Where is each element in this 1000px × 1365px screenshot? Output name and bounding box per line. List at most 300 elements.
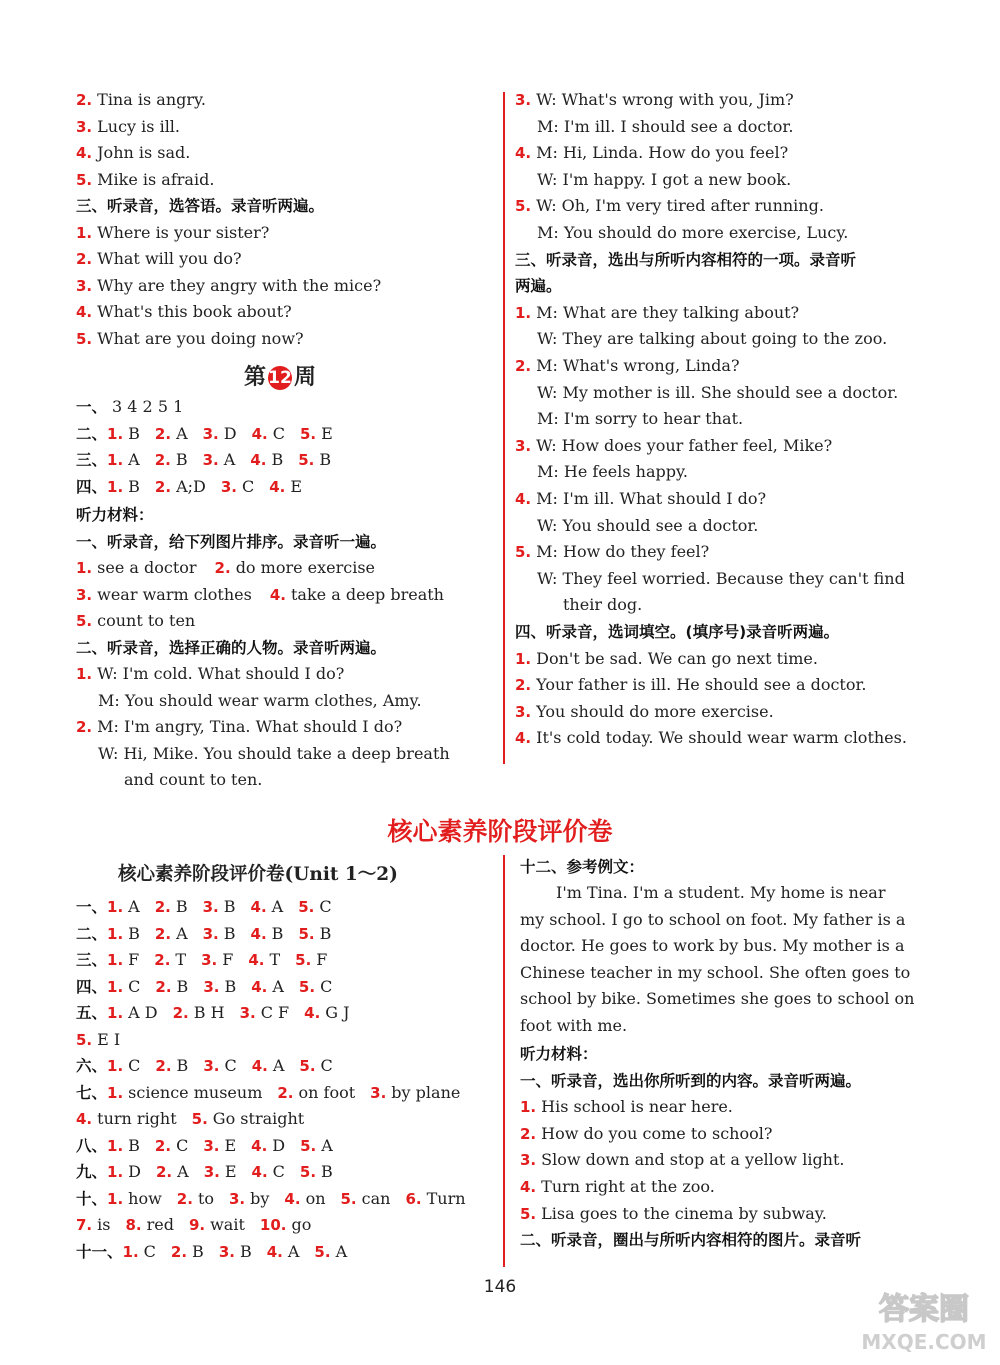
essay-line: my school. I go to school on foot. My father is a: [520, 909, 906, 929]
item-text: W: They are talking about going to the zoo.: [537, 329, 888, 349]
column-divider-bottom: [503, 855, 505, 1267]
answer-number: 5.: [298, 451, 315, 469]
item-number: 3.: [515, 91, 532, 109]
item-text: W: Oh, I'm very tired after running.: [536, 196, 824, 216]
answer-value: E: [224, 1135, 237, 1155]
answer-value: Go straight: [212, 1109, 305, 1128]
answer-row: [76, 950, 342, 970]
answer-value: Turn: [426, 1188, 466, 1208]
answer-number: 2.: [154, 1136, 172, 1155]
answer-number: 4.: [251, 977, 268, 996]
item-number: 4.: [76, 303, 93, 321]
answer-value: A: [335, 1241, 348, 1261]
item-text: You should do more exercise.: [536, 701, 774, 721]
answer-number: 5.: [191, 1110, 208, 1128]
answer-value: C: [272, 1162, 285, 1181]
text-line: [515, 276, 562, 296]
item-number: 3.: [515, 436, 532, 455]
item-text: M: What's wrong, Linda?: [536, 356, 740, 375]
answer-number: 2.: [154, 477, 172, 496]
answer-label: 四、: [76, 477, 108, 496]
answer-number: 5.: [299, 1057, 316, 1075]
answer-number: 1.: [107, 451, 124, 469]
answer-value: A;D: [176, 476, 206, 496]
answer-row: [76, 424, 348, 444]
answer-value: go: [291, 1215, 312, 1234]
answer-value: C: [320, 976, 333, 996]
text-line: [76, 170, 214, 190]
item-text: Lucy is ill.: [97, 116, 181, 136]
answer-value: on foot: [298, 1082, 356, 1102]
text-line: [515, 196, 824, 216]
answer-value: A: [128, 450, 140, 469]
answer-number: 1.: [107, 1083, 124, 1102]
answer-number: 3.: [202, 924, 219, 943]
item-number: 5.: [76, 170, 93, 189]
answer-number: 5.: [295, 951, 312, 969]
answer-value: B: [175, 897, 188, 916]
essay-line: school by bike. Sometimes she goes to school on: [520, 989, 915, 1009]
item-text: and count to ten.: [124, 770, 263, 789]
item-text: John is sad.: [97, 143, 191, 162]
page-number: 146: [483, 1277, 517, 1297]
item-text: What are you doing now?: [97, 328, 304, 348]
item-text: Lisa goes to the cinema by subway.: [541, 1203, 827, 1223]
answer-number: 4.: [304, 1004, 321, 1022]
item-text: W: Hi, Mike. You should take a deep breath: [98, 743, 450, 763]
item-number: 4.: [520, 1178, 537, 1196]
answer-label: 九、: [76, 1163, 108, 1181]
essay-line: I'm Tina. I'm a student. My home is near: [556, 883, 886, 902]
week-suffix: 周: [294, 364, 317, 390]
answer-number: 2.: [277, 1083, 294, 1102]
item-number: 5.: [520, 1204, 537, 1223]
answer-number: 2.: [170, 1242, 188, 1261]
answer-row: [76, 1109, 319, 1129]
answer-row: [76, 1030, 135, 1050]
item-number: 2.: [76, 718, 93, 736]
item-text: Where is your sister?: [97, 222, 270, 242]
item-number: 4.: [269, 585, 286, 604]
text-line: [76, 717, 402, 737]
answer-number: 3.: [202, 424, 219, 443]
text-line: [76, 117, 180, 137]
text-line: [76, 302, 292, 322]
answer-row: [76, 477, 317, 497]
text-line: [515, 569, 905, 589]
text-line: [76, 196, 324, 216]
answer-number: 4.: [251, 1163, 268, 1181]
text-line: [76, 585, 462, 605]
answer-label: 二、: [76, 424, 108, 443]
answer-value: A: [176, 923, 188, 943]
text-line: [515, 223, 848, 243]
answer-value: C: [128, 976, 141, 996]
answer-value: A: [321, 1135, 333, 1155]
item-number: 5.: [515, 543, 532, 562]
answer-value: C: [241, 476, 255, 496]
answer-number: 4.: [266, 1242, 283, 1261]
answer-value: T: [175, 950, 187, 969]
answer-value: can: [361, 1188, 391, 1208]
item-text: do more exercise: [235, 558, 376, 577]
essay-line: doctor. He goes to work by bus. My mother is a: [520, 936, 905, 956]
answer-row: [76, 1215, 326, 1235]
text-line: [520, 1071, 861, 1091]
answer-value: D: [272, 1135, 286, 1155]
item-text: Your father is ill. He should see a doctor.: [536, 675, 867, 695]
text-line: [515, 595, 642, 615]
answer-row: [76, 1136, 348, 1156]
item-number: 5.: [515, 197, 532, 216]
answer-number: 5.: [340, 1189, 357, 1208]
answer-row: [76, 1242, 362, 1262]
item-text: How do you come to school?: [541, 1123, 773, 1143]
answer-value: A: [271, 897, 284, 916]
item-text: M: What are they talking about?: [536, 302, 800, 322]
answer-number: 4.: [250, 924, 267, 943]
answer-number: 4.: [251, 424, 268, 443]
watermark-line1: 答案圈: [879, 1292, 969, 1327]
item-text: M: Hi, Linda. How do you feel?: [536, 143, 789, 163]
answer-number: 3.: [202, 451, 219, 469]
answer-number: 3.: [203, 977, 220, 996]
answer-row: [76, 397, 198, 417]
item-text: M: I'm ill. I should see a doctor.: [537, 116, 794, 136]
text-line: [515, 329, 887, 349]
answer-value: C: [128, 1056, 141, 1075]
answer-number: 4.: [250, 898, 267, 916]
answer-value: F: [316, 950, 328, 969]
answer-number: 2.: [154, 898, 171, 916]
text-line: [76, 638, 386, 658]
answer-value: B: [128, 476, 140, 496]
text-line: [515, 303, 799, 323]
answer-value: C: [272, 423, 285, 443]
item-text: W: How does your father feel, Mike?: [536, 435, 833, 455]
item-text: W: I'm cold. What should I do?: [97, 664, 345, 683]
essay-line: Chinese teacher in my school. She often goes to: [520, 962, 911, 982]
item-text: What's this book about?: [97, 302, 292, 321]
answer-number: 4.: [284, 1189, 301, 1208]
item-number: 2.: [520, 1124, 537, 1143]
text-line: [76, 276, 381, 296]
text-line: [515, 409, 743, 429]
answer-value: C: [319, 897, 332, 916]
answer-number: 1.: [107, 1136, 124, 1155]
answer-number: 10.: [259, 1216, 287, 1234]
text-line: [76, 249, 242, 269]
answer-number: 1.: [107, 1163, 124, 1181]
answer-value: B: [128, 1135, 140, 1155]
item-text: Mike is afraid.: [97, 169, 215, 189]
item-text: see a doctor: [97, 558, 197, 577]
answer-number: 1.: [107, 424, 124, 443]
item-number: 2.: [214, 559, 231, 577]
answer-number: 1.: [107, 1057, 124, 1075]
answer-value: A: [272, 1056, 285, 1075]
answer-number: 3.: [202, 898, 219, 916]
answer-label: 十、: [76, 1189, 108, 1208]
answer-number: 3.: [370, 1083, 387, 1102]
unit-title: 核心素养阶段评价卷(Unit 1～2): [118, 864, 398, 885]
answer-number: 2.: [154, 951, 171, 969]
item-text: M: You should wear warm clothes, Amy.: [98, 690, 422, 710]
text-line: [76, 611, 213, 631]
answer-value: wait: [210, 1215, 245, 1234]
answer-value: science museum: [128, 1082, 263, 1102]
answer-value: B: [176, 976, 189, 996]
answer-number: 5.: [299, 1163, 317, 1181]
answer-label: 四、: [76, 977, 108, 996]
item-text: M: I'm ill. What should I do?: [536, 489, 767, 508]
answer-number: 4.: [250, 451, 267, 469]
answer-label: 八、: [76, 1136, 108, 1155]
answer-number: 5.: [300, 1136, 317, 1155]
answer-value: by: [250, 1188, 270, 1208]
answer-number: 5.: [298, 898, 315, 916]
answer-number: 1.: [107, 1004, 124, 1022]
section-title: 核心素养阶段评价卷: [387, 817, 613, 846]
answer-value: D: [223, 423, 237, 443]
item-number: 3.: [76, 585, 93, 604]
text-line: [76, 223, 269, 243]
text-line: [76, 770, 262, 790]
item-number: 1.: [76, 223, 93, 242]
item-text: His school is near here.: [541, 1097, 733, 1117]
answer-value: A: [287, 1241, 300, 1261]
text-line: [515, 383, 898, 403]
answer-row: [76, 1162, 348, 1182]
answer-value: to: [197, 1188, 214, 1208]
answer-value: E: [224, 1162, 237, 1181]
answer-label: 六、: [76, 1057, 108, 1075]
section-heading: 一、听录音，给下列图片排序。录音听一遍。: [76, 532, 387, 551]
answer-value: D: [128, 1162, 141, 1181]
text-line: [515, 675, 866, 695]
answer-number: 3.: [220, 477, 237, 496]
item-number: 1.: [515, 303, 532, 322]
answer-value: is: [97, 1215, 111, 1234]
item-number: 2.: [76, 91, 93, 109]
answer-number: 3.: [201, 951, 218, 969]
text-line: [520, 1230, 861, 1250]
answer-value: E: [290, 476, 303, 496]
answer-value: B H: [193, 1003, 225, 1022]
item-text: W: I'm happy. I got a new book.: [537, 169, 792, 189]
answer-value: 3 4 2 5 1: [112, 397, 184, 416]
answer-label: 七、: [76, 1083, 108, 1102]
answer-value: G J: [325, 1003, 350, 1022]
answer-value: E I: [97, 1029, 121, 1049]
item-text: M: You should do more exercise, Lucy.: [537, 223, 849, 242]
item-number: 1.: [76, 559, 93, 577]
answer-value: A: [176, 423, 188, 443]
text-line: [515, 728, 907, 748]
item-text: Turn right at the zoo.: [541, 1177, 715, 1196]
answer-value: B: [192, 1241, 204, 1261]
answer-number: 3.: [203, 1057, 220, 1075]
answer-value: E: [321, 423, 333, 443]
text-line: [520, 1204, 827, 1224]
item-text: Don't be sad. We can go next time.: [536, 648, 818, 668]
week-title: [244, 360, 316, 391]
text-line: [76, 691, 422, 711]
section-heading: 二、听录音，圈出与所听内容相符的图片。录音听: [520, 1231, 862, 1250]
text-line: [515, 622, 839, 642]
answer-number: 2.: [154, 924, 172, 943]
item-text: It's cold today. We should wear warm clothes.: [536, 728, 907, 748]
answer-number: 5.: [314, 1242, 331, 1261]
text-line: [76, 90, 206, 110]
item-number: 1.: [515, 649, 532, 668]
answer-value: B: [239, 1241, 252, 1261]
answer-label: 二、: [76, 924, 108, 943]
text-line: [520, 1124, 772, 1144]
answer-number: 1.: [122, 1242, 139, 1261]
answer-number: 5.: [76, 1030, 93, 1049]
answer-value: A: [128, 897, 140, 916]
answer-label: 三、: [76, 951, 108, 969]
answer-value: turn right: [97, 1109, 177, 1128]
answer-number: 2.: [155, 1057, 172, 1075]
item-text: M: I'm angry, Tina. What should I do?: [97, 717, 403, 736]
answer-value: A: [177, 1162, 189, 1181]
answer-row: [76, 1083, 475, 1103]
text-line: [76, 744, 450, 764]
answer-label: 一、: [76, 398, 108, 416]
answer-value: B: [128, 423, 140, 443]
text-line: [76, 329, 304, 349]
answer-value: B: [321, 1162, 333, 1181]
answer-value: how: [128, 1188, 162, 1208]
text-line: [515, 702, 774, 722]
answer-value: B: [271, 923, 284, 943]
week-prefix: 第: [244, 364, 267, 390]
item-number: 5.: [76, 612, 93, 630]
item-number: 1.: [76, 665, 93, 683]
item-text: M: How do they feel?: [536, 542, 710, 562]
answer-row: [76, 1189, 481, 1209]
answer-number: 2.: [155, 1163, 173, 1181]
answer-value: T: [269, 950, 281, 969]
answer-number: 1.: [107, 898, 124, 916]
answer-value: F: [222, 950, 234, 969]
text-line: [520, 1097, 733, 1117]
week-number-badge: 12: [268, 368, 292, 388]
answer-value: C F: [260, 1003, 290, 1022]
item-number: 3.: [520, 1151, 537, 1170]
answer-number: 3.: [203, 1163, 220, 1181]
section-heading: 一、听录音，选出你所听到的内容。录音听两遍。: [520, 1071, 862, 1090]
answer-number: 1.: [107, 977, 124, 996]
answer-value: C: [176, 1135, 189, 1155]
section-heading: 两遍。: [515, 277, 562, 296]
answer-number: 1.: [107, 477, 124, 496]
answer-row: [76, 897, 347, 917]
answer-row: [76, 1056, 348, 1076]
answer-value: B: [175, 450, 188, 469]
answer-number: 8.: [125, 1216, 142, 1234]
item-number: 2.: [515, 676, 532, 695]
text-line: [515, 356, 740, 376]
item-text: W: They feel worried. Because they can't find: [537, 568, 905, 588]
text-line: [520, 1150, 845, 1170]
item-text: Why are they angry with the mice?: [97, 275, 382, 295]
answer-number: 5.: [299, 424, 317, 443]
answer-value: B: [223, 897, 236, 916]
answer-value: by plane: [391, 1082, 461, 1102]
item-number: 4.: [515, 490, 532, 508]
answer-value: F: [128, 950, 140, 969]
watermark-logo: [854, 1279, 994, 1359]
essay-line: foot with me.: [520, 1016, 628, 1035]
text-line: [515, 250, 856, 270]
answer-number: 1.: [107, 1189, 124, 1208]
answer-value: B: [176, 1056, 189, 1075]
text-line: [515, 117, 793, 137]
text-line: [76, 664, 344, 684]
text-line: [515, 516, 758, 536]
answer-value: C: [224, 1056, 237, 1075]
answer-value: C: [143, 1241, 156, 1261]
item-number: 3.: [76, 117, 93, 136]
answer-number: 4.: [251, 1136, 268, 1155]
section-heading: 听力材料：: [76, 506, 154, 524]
answer-number: 7.: [76, 1216, 93, 1234]
item-text: W: What's wrong with you, Jim?: [536, 90, 794, 109]
answer-number: 4.: [248, 951, 265, 969]
item-text: W: My mother is ill. She should see a doctor.: [537, 382, 899, 402]
answer-number: 2.: [154, 424, 172, 443]
item-text: What will you do?: [97, 249, 242, 268]
item-text: W: You should see a doctor.: [537, 515, 759, 535]
item-number: 4.: [515, 729, 532, 748]
answer-row: [76, 1003, 365, 1023]
item-number: 2.: [515, 357, 532, 375]
section-heading: 三、听录音，选出与所听内容相符的一项。录音听: [515, 250, 857, 269]
answer-value: B: [271, 450, 284, 469]
item-text: their dog.: [563, 595, 643, 615]
answer-number: 2.: [155, 977, 172, 996]
answer-label: 十一、: [76, 1242, 123, 1261]
answer-number: 4.: [269, 477, 286, 496]
answer-value: A: [272, 976, 284, 996]
answer-number: 6.: [405, 1189, 422, 1208]
item-number: 2.: [76, 250, 93, 268]
answer-row: [76, 450, 346, 470]
answer-number: 3.: [218, 1242, 235, 1261]
answer-value: C: [320, 1056, 333, 1075]
section-heading: 四、听录音，选词填空。(填序号)录音听两遍。: [515, 623, 840, 641]
answer-number: 4.: [76, 1110, 93, 1128]
answer-value: B: [319, 450, 332, 469]
section-heading: 三、听录音，选答语。录音听两遍。: [76, 197, 325, 215]
text-line: [76, 558, 393, 578]
answer-number: 5.: [298, 924, 315, 943]
item-number: 1.: [520, 1098, 537, 1117]
answer-number: 1.: [107, 951, 124, 969]
answer-label: 一、: [76, 898, 108, 916]
column-divider-top: [503, 92, 505, 764]
answer-value: B: [128, 923, 140, 943]
answer-value: on: [305, 1188, 326, 1208]
answer-number: 2.: [176, 1189, 193, 1208]
answer-value: B: [223, 923, 236, 943]
answer-number: 2.: [172, 1004, 189, 1022]
text-line: [76, 532, 386, 552]
answer-number: 9.: [188, 1216, 206, 1234]
